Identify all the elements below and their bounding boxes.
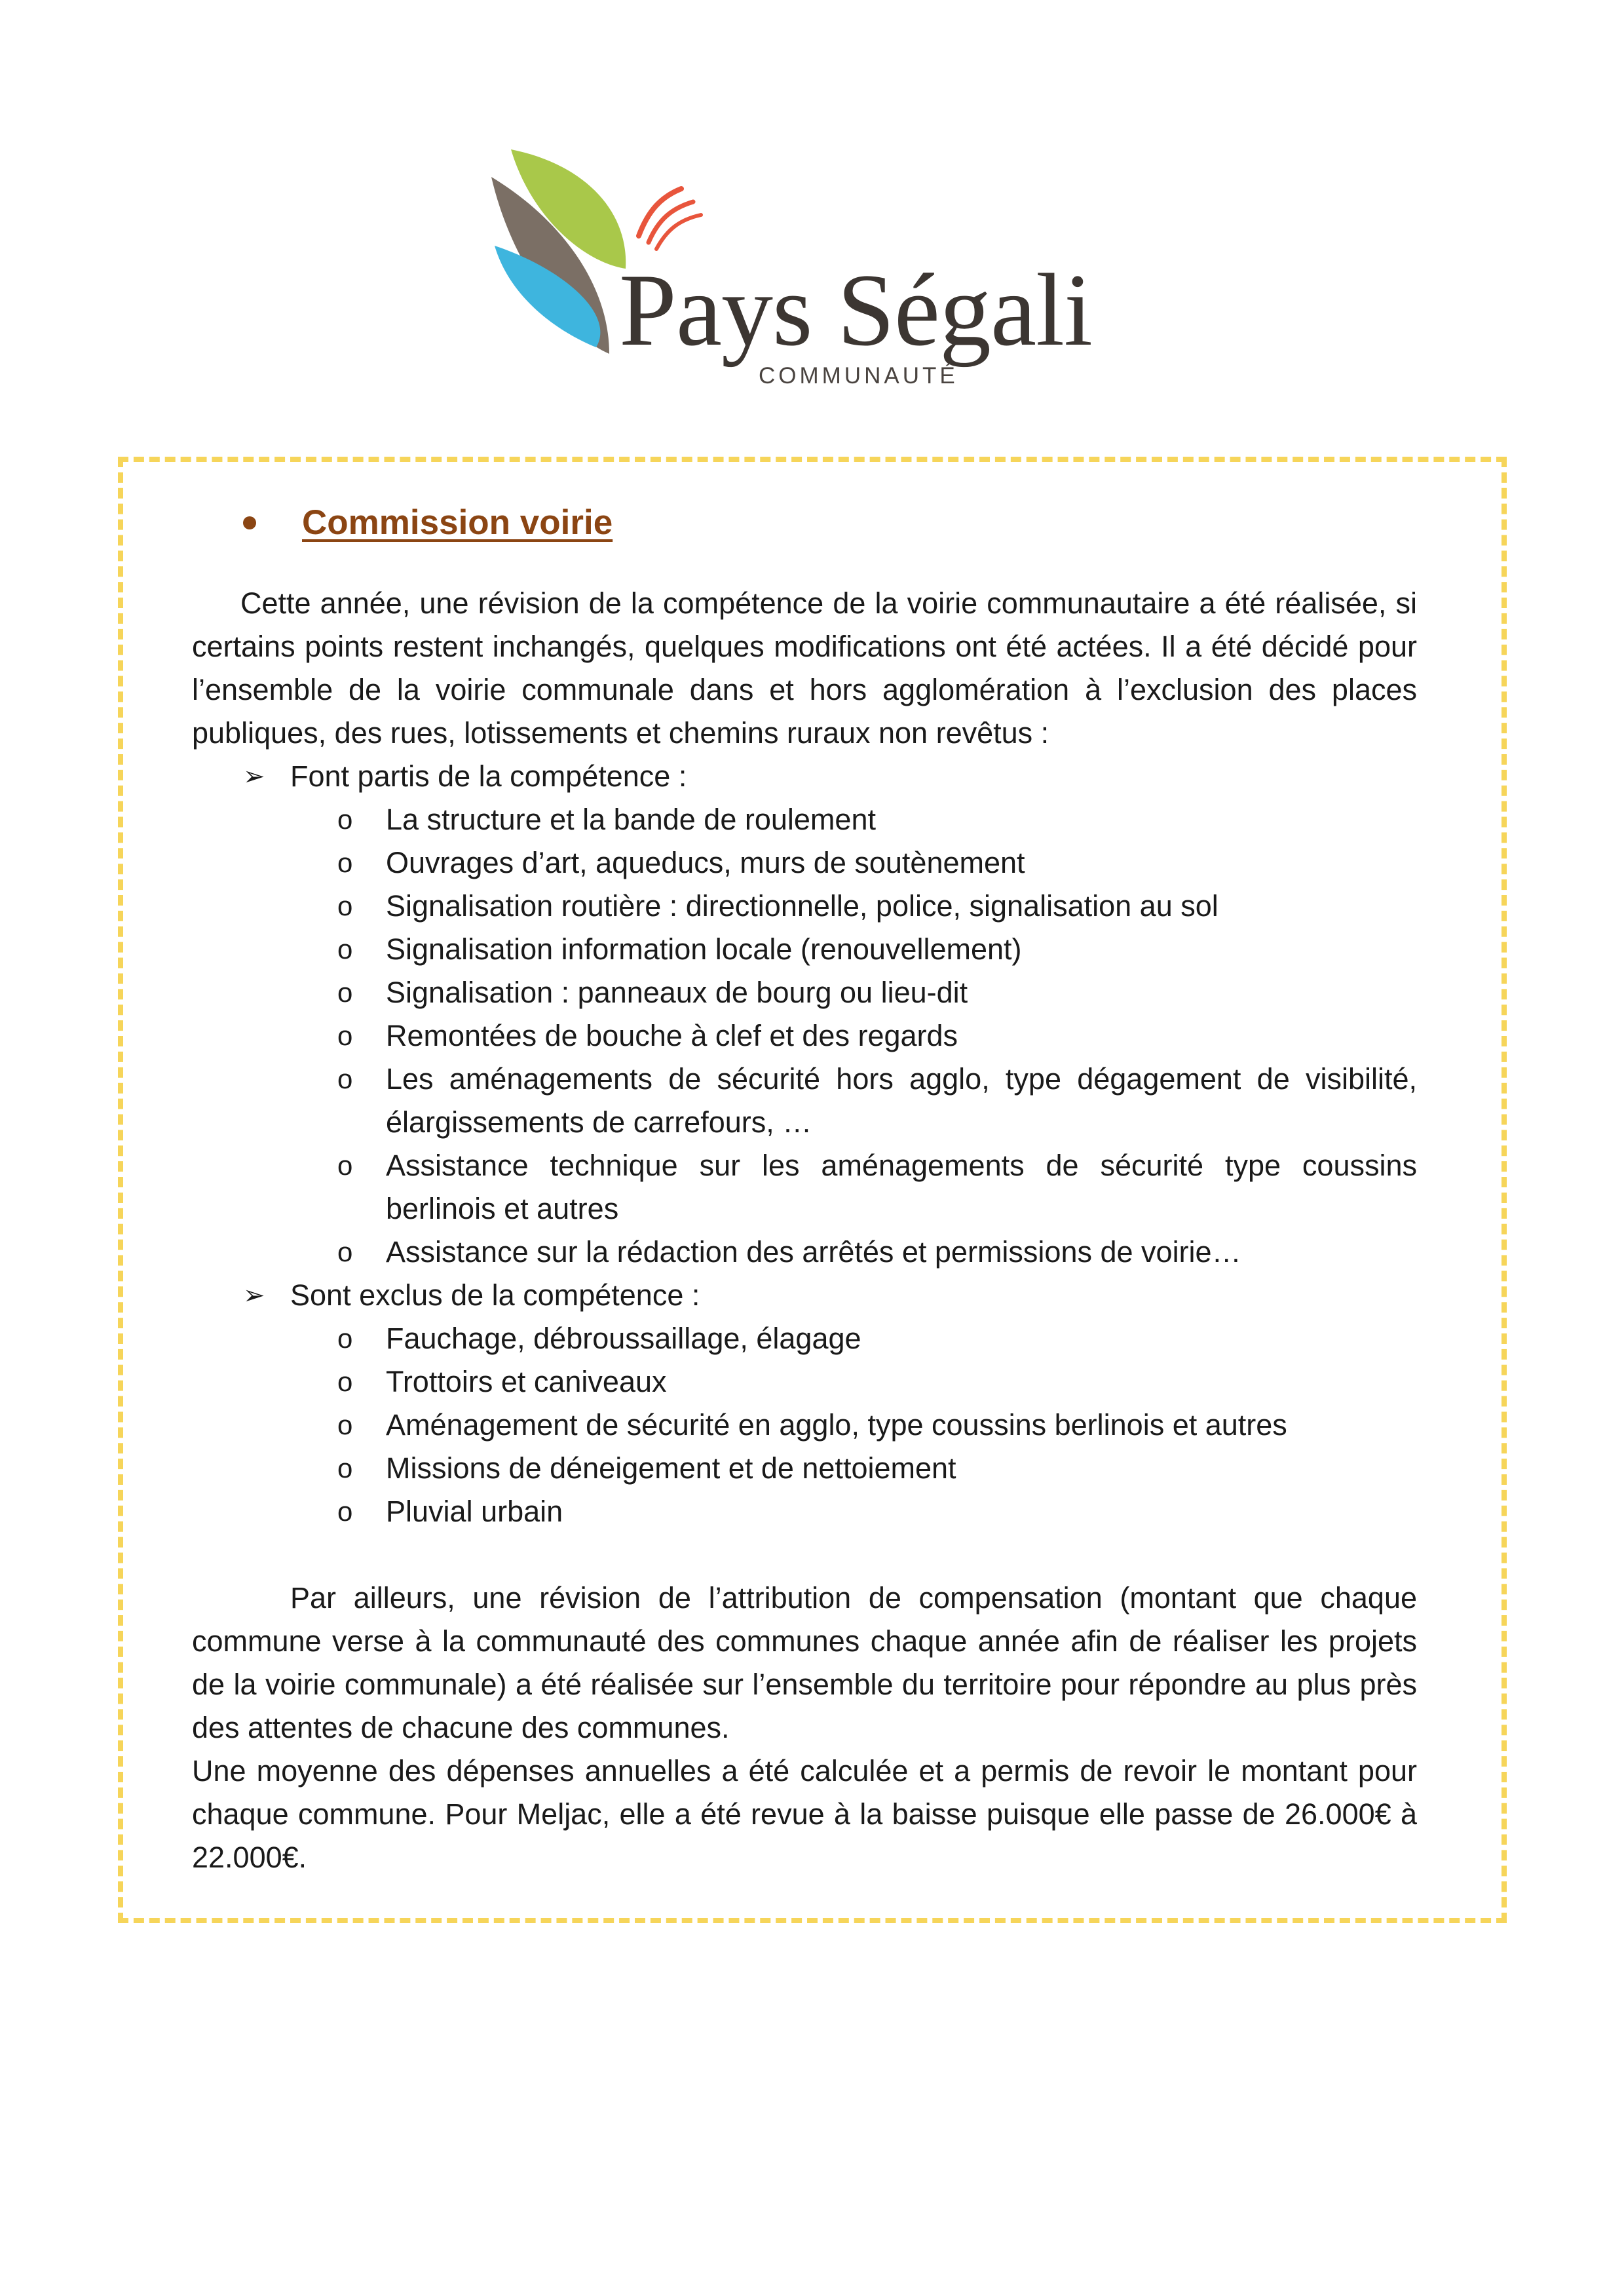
circle-bullet-icon: o <box>337 934 353 965</box>
intro-paragraph: Cette année, une révision de la compétence de la voirie communautaire a été réalisée, si certains points restent inchangés, quelques modifications ont été actées. Il a été décidé pour l’ensemble de la voirie communale dans et hors agglomération à l’exclusion des places publiques, des rues, lotissements et chemins ruraux non revêtus : <box>192 586 1417 750</box>
circle-bullet-icon: o <box>337 1496 353 1527</box>
circle-bullet-icon: o <box>337 977 353 1008</box>
circle-bullet-icon: o <box>337 847 353 878</box>
list-item: o Trottoirs et caniveaux <box>192 1360 1417 1404</box>
list-item: o Signalisation : panneaux de bourg ou lieu-dit <box>192 971 1417 1014</box>
list-item: o Remontées de bouche à clef et des regards <box>192 1014 1417 1058</box>
section-content <box>192 491 1417 1879</box>
group-label: Sont exclus de la compétence : <box>290 1278 700 1312</box>
list-item: o Signalisation information locale (renouvellement) <box>192 928 1417 971</box>
circle-bullet-icon: o <box>337 1323 353 1354</box>
compensation-paragraph: Par ailleurs, une révision de l’attribution de compensation (montant que chaque commune verse à la communauté des communes chaque année afin de réaliser les projets de la voirie communale) a été réalisée sur l’ensemble du territoire pour répondre au plus près des attentes de chacune des communes. <box>192 1581 1417 1744</box>
circle-bullet-icon: o <box>337 1453 353 1483</box>
circle-bullet-icon: o <box>337 1366 353 1397</box>
group-label: Font partis de la compétence : <box>290 759 687 793</box>
circle-bullet-icon: o <box>337 1150 353 1181</box>
list-item: o Assistance technique sur les aménagements de sécurité type coussins berlinois et autres <box>192 1144 1417 1231</box>
group-included <box>192 755 1417 798</box>
circle-bullet-icon: o <box>337 890 353 921</box>
list-item: o La structure et la bande de roulement <box>192 798 1417 841</box>
section-heading <box>192 497 1417 549</box>
average-paragraph: Une moyenne des dépenses annuelles a été calculée et a permis de revoir le montant pour chaque commune. Pour Meljac, elle a été revue à la baisse puisque elle passe de 26.000€ à 22.000€. <box>192 1754 1417 1874</box>
circle-bullet-icon: o <box>337 1236 353 1267</box>
list-item: o Fauchage, débroussaillage, élagage <box>192 1317 1417 1360</box>
list-item: o Les aménagements de sécurité hors agglo, type dégagement de visibilité, élargissements de carrefours, … <box>192 1058 1417 1144</box>
pays-segali-logo <box>485 138 1092 400</box>
group-excluded <box>192 1274 1417 1317</box>
list-item: o Assistance sur la rédaction des arrêtés et permissions de voirie… <box>192 1231 1417 1274</box>
list-item: o Signalisation routière : directionnelle, police, signalisation au sol <box>192 885 1417 928</box>
list-item: o Ouvrages d’art, aqueducs, murs de soutènement <box>192 841 1417 885</box>
bullet-icon <box>243 516 256 529</box>
section-title: Commission voirie <box>302 503 613 542</box>
logo-name: Pays Ségali <box>619 253 1092 368</box>
list-item: o Aménagement de sécurité en agglo, type coussins berlinois et autres <box>192 1404 1417 1447</box>
circle-bullet-icon: o <box>337 1063 353 1094</box>
circle-bullet-icon: o <box>337 1409 353 1440</box>
circle-bullet-icon: o <box>337 1020 353 1051</box>
list-item: o Pluvial urbain <box>192 1490 1417 1533</box>
logo-subtitle: COMMUNAUTÉ <box>759 363 958 389</box>
arrow-bullet-icon: ➢ <box>243 762 265 791</box>
circle-bullet-icon: o <box>337 804 353 835</box>
list-item: o Missions de déneigement et de nettoiement <box>192 1447 1417 1490</box>
arrow-bullet-icon: ➢ <box>243 1281 265 1310</box>
